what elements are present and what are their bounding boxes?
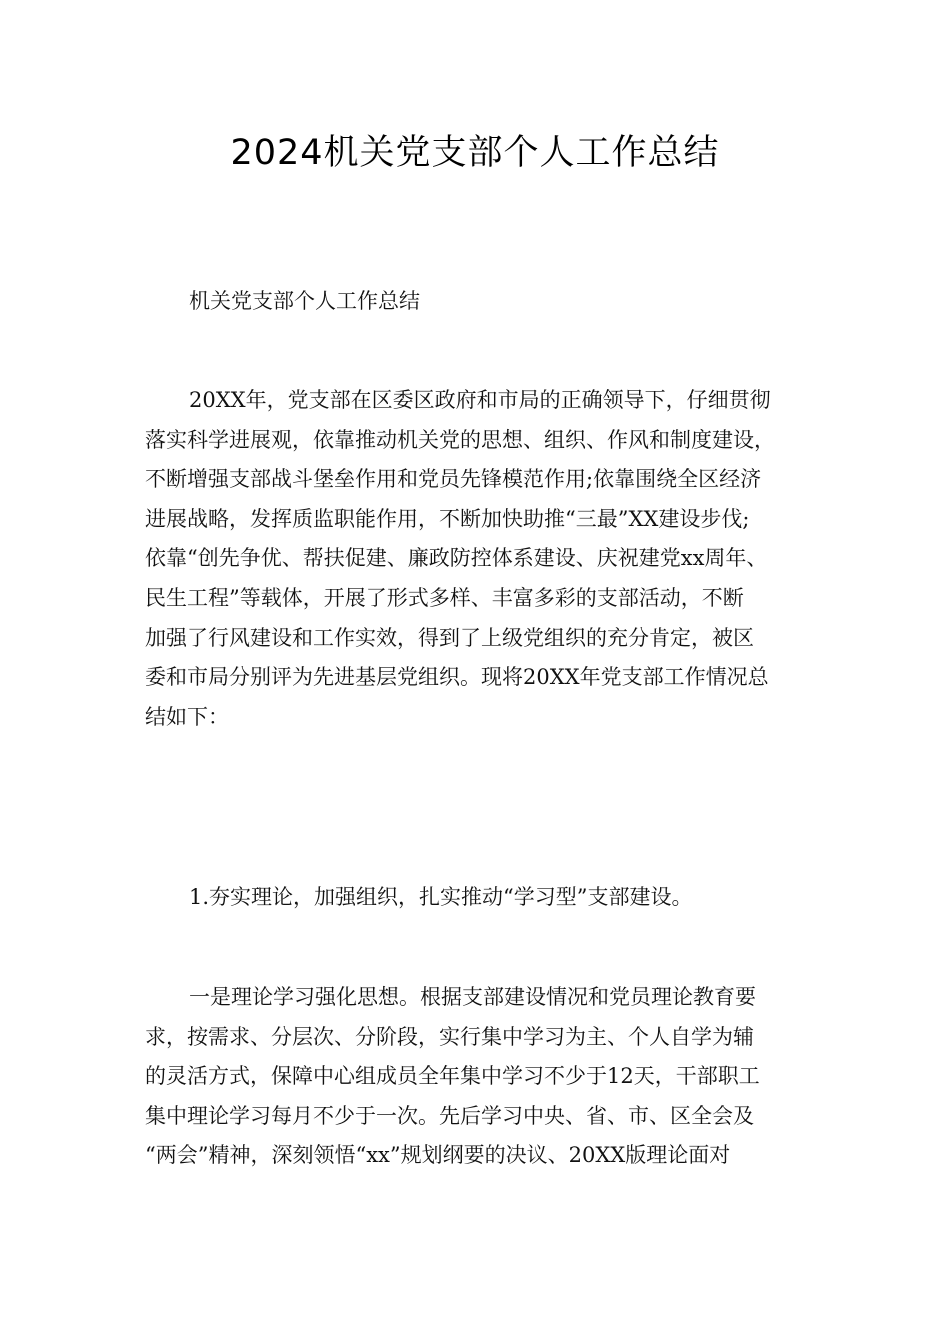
section-paragraph bbox=[145, 978, 813, 1176]
paragraph-line: 依靠“创先争优、帮扶促建、廉政防控体系建设、庆祝建党xx周年、 bbox=[145, 546, 768, 571]
paragraph-line: 结如下： bbox=[145, 704, 229, 729]
paragraph-line: 一是理论学习强化思想。根据支部建设情况和党员理论教育要 bbox=[189, 985, 756, 1009]
intro-paragraph bbox=[145, 381, 813, 737]
paragraph-line: 落实科学进展观，依靠推动机关党的思想、组织、作风和制度建设， bbox=[145, 427, 775, 452]
paragraph-line: 民生工程”等载体，开展了形式多样、丰富多彩的支部活动，不断 bbox=[145, 585, 744, 610]
section-heading: 1.夯实理论，加强组织，扎实推动“学习型”支部建设。 bbox=[189, 885, 693, 909]
document-title: 2024机关党支部个人工作总结 bbox=[230, 133, 720, 173]
paragraph-line: 进展战略，发挥质监职能作用，不断加快助推“三最”XX建设步伐; bbox=[145, 506, 750, 531]
paragraph-line: 委和市局分别评为先进基层党组织。现将20XX年党支部工作情况总 bbox=[145, 665, 769, 690]
paragraph-line: “两会”精神，深刻领悟“xx”规划纲要的决议、20XX版理论面对 bbox=[145, 1143, 731, 1168]
paragraph-line: 求，按需求、分层次、分阶段，实行集中学习为主、个人自学为辅 bbox=[145, 1024, 754, 1049]
paragraph-line: 集中理论学习每月不少于一次。先后学习中央、省、市、区全会及 bbox=[145, 1103, 754, 1128]
paragraph-line: 20XX年，党支部在区委区政府和市局的正确领导下，仔细贯彻 bbox=[189, 388, 771, 412]
paragraph-line: 的灵活方式，保障中心组成员全年集中学习不少于12天，干部职工 bbox=[145, 1064, 760, 1089]
paragraph-line: 不断增强支部战斗堡垒作用和党员先锋模范作用;依靠围绕全区经济 bbox=[145, 467, 762, 492]
document-subtitle: 机关党支部个人工作总结 bbox=[189, 289, 420, 313]
paragraph-line: 加强了行风建设和工作实效，得到了上级党组织的充分肯定，被区 bbox=[145, 625, 754, 650]
